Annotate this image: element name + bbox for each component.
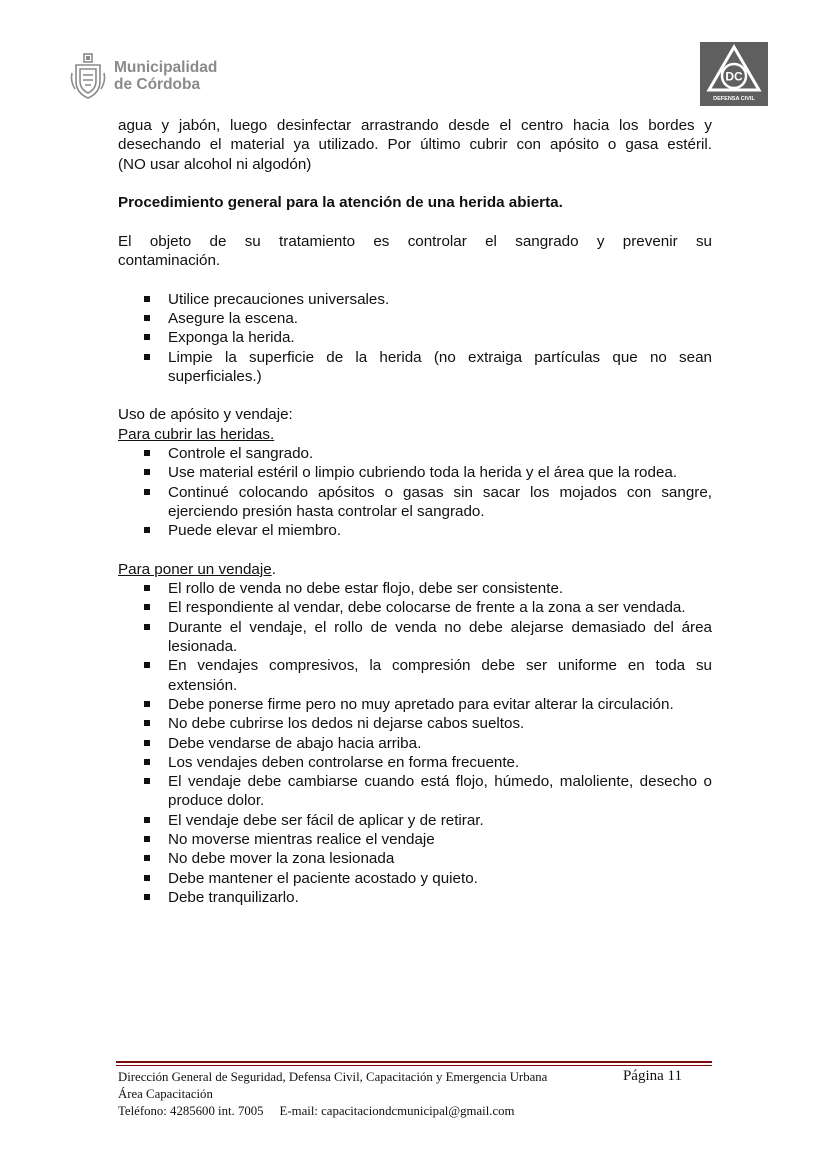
- list-item: Durante el vendaje, el rollo de venda no debe alejarse demasiado del área lesionada.: [168, 618, 712, 656]
- general-steps-list: [118, 290, 712, 386]
- section-title: Procedimiento general para la atención de una herida abierta.: [118, 194, 563, 212]
- list-item: Debe mantener el paciente acostado y quieto.: [168, 869, 712, 888]
- page-footer: [118, 1069, 712, 1120]
- list-item: Debe vendarse de abajo hacia arriba.: [168, 734, 712, 753]
- list-item: El rollo de venda no debe estar flojo, debe ser consistente.: [168, 579, 712, 598]
- bandage-title-period: .: [271, 560, 276, 578]
- list-item: En vendajes compresivos, la compresión debe ser uniforme en toda su extensión.: [168, 657, 712, 694]
- footer-divider: [116, 1061, 712, 1066]
- list-item: Los vendajes deben controlarse en forma frecuente.: [168, 753, 712, 772]
- list-item: El vendaje debe ser fácil de aplicar y de retirar.: [168, 811, 712, 830]
- list-item: Controle el sangrado.: [168, 444, 712, 463]
- bandage-title-line: [118, 560, 712, 579]
- list-item: Limpie la superficie de la herida (no extraiga partículas que no sean superficiales.): [168, 348, 712, 385]
- list-item: El vendaje debe cambiarse cuando está flojo, húmedo, maloliente, desecho o produce dolor.: [168, 773, 712, 810]
- municipality-name-line1: Municipalidad: [114, 59, 218, 76]
- objective-line-1: El objeto de su tratamiento es controlar el sangrado y prevenir su: [118, 232, 712, 250]
- list-item: Continué colocando apósitos o gasas sin sacar los mojados con sangre, ejerciendo presión hasta controlar el sangrado.: [168, 483, 712, 520]
- cover-title: Para cubrir las heridas.: [118, 425, 275, 443]
- bandage-title: Para poner un vendaje: [118, 560, 272, 578]
- list-item: No debe cubrirse los dedos ni dejarse cabos sueltos.: [168, 714, 712, 733]
- objective-line-2: contaminación.: [118, 252, 221, 270]
- bandage-steps-list: [118, 579, 712, 907]
- municipality-name-line2: de Córdoba: [114, 76, 201, 93]
- list-item: Puede elevar el miembro.: [168, 521, 712, 540]
- document-body: [118, 116, 712, 907]
- list-item: No moverse mientras realice el vendaje: [168, 830, 712, 849]
- footer-email: E-mail: capacitaciondcmunicipal@gmail.com: [279, 1104, 515, 1118]
- list-item: Debe tranquilizarlo.: [168, 888, 712, 907]
- list-item: Exponga la herida.: [168, 328, 712, 347]
- footer-phone: Teléfono: 4285600 int. 7005: [118, 1104, 264, 1118]
- cover-steps-list: [118, 444, 712, 540]
- list-item: Debe ponerse firme pero no muy apretado para evitar alterar la circulación.: [168, 695, 712, 714]
- list-item: No debe mover la zona lesionada: [168, 849, 712, 868]
- list-item: Asegure la escena.: [168, 309, 712, 328]
- municipality-logo: [68, 50, 238, 102]
- intro-line-3: (NO usar alcohol ni algodón): [118, 155, 312, 173]
- list-item: El respondiente al vendar, debe colocarse de frente a la zona a ser vendada.: [168, 598, 712, 617]
- list-item: Utilice precauciones universales.: [168, 290, 712, 309]
- crest-icon: [68, 51, 108, 101]
- footer-contact: [118, 1103, 712, 1120]
- municipality-name: [114, 59, 217, 93]
- intro-line-1: agua y jabón, luego desinfectar arrastrando desde el centro hacia los bordes y: [118, 117, 712, 134]
- page-number: Página 11: [622, 1068, 682, 1084]
- dc-logo-caption: DEFENSA CIVIL: [713, 96, 755, 102]
- footer-line-1: Dirección General de Seguridad, Defensa Civil, Capacitación y Emergencia Urbana: [118, 1070, 548, 1084]
- dressing-title: Uso de apósito y vendaje:: [118, 406, 293, 424]
- footer-line-2: Área Capacitación: [118, 1087, 213, 1101]
- intro-line-2: desechando el material ya utilizado. Por último cubrir con apósito o gasa estéril.: [118, 136, 712, 154]
- list-item: Use material estéril o limpio cubriendo toda la herida y el área que la rodea.: [168, 463, 712, 482]
- defensa-civil-logo: [700, 42, 768, 106]
- dc-logo-text: DC: [725, 69, 743, 84]
